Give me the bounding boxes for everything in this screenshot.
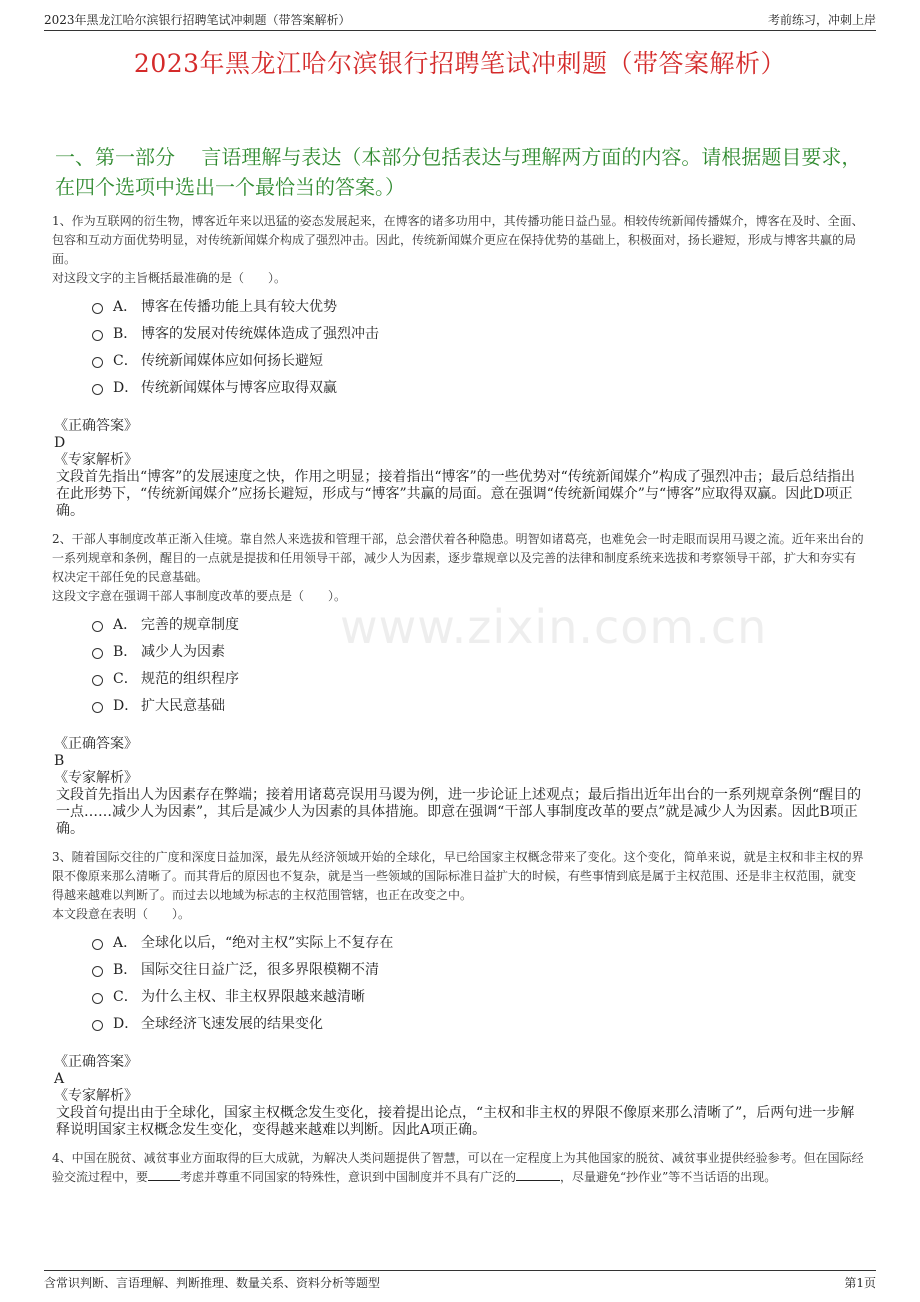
option-letter: B． [113, 643, 138, 660]
question-prompt: 本文段意在表明（ ）。 [52, 907, 191, 921]
option-list [92, 292, 864, 400]
answer-block [52, 1054, 864, 1139]
option-text: 全球经济飞速发展的结果变化 [141, 1015, 323, 1032]
question-4 [52, 1149, 864, 1187]
option-c[interactable] [92, 664, 864, 691]
option-letter: A． [113, 934, 138, 951]
header-slogan: 考前练习，冲刺上岸 [767, 13, 876, 27]
option-a[interactable] [92, 928, 864, 955]
blank-1 [148, 1168, 180, 1181]
option-letter: B． [113, 325, 138, 342]
option-letter: C． [113, 352, 138, 369]
question-3 [52, 848, 864, 1139]
radio-icon[interactable] [92, 939, 103, 950]
radio-icon[interactable] [92, 303, 103, 314]
analysis-label: 《专家解析》 [54, 452, 138, 468]
stem-part-1: 4、中国在脱贫、减贫事业方面取得的巨大成就，为解决人类问题提供了智慧，可以在一定程度上为其他国家的脱贫、减贫事业提供经验参考。但在国际经验交流过程中，要 [52, 1151, 864, 1184]
radio-icon[interactable] [92, 702, 103, 713]
answer-label: 《正确答案》 [54, 736, 138, 752]
option-text: 传统新闻媒体应如何扬长避短 [141, 352, 323, 369]
option-text: 传统新闻媒体与博客应取得双赢 [141, 379, 337, 396]
option-letter: D． [113, 379, 139, 396]
option-a[interactable] [92, 292, 864, 319]
document-title: 2023年黑龙江哈尔滨银行招聘笔试冲刺题（带答案解析） [133, 49, 787, 78]
stem-part-2: 考虑并尊重不同国家的特殊性，意识到中国制度并不具有广泛的 [180, 1170, 517, 1184]
question-prompt: 这段文字意在强调干部人事制度改革的要点是（ ）。 [52, 589, 347, 603]
option-text: 国际交往日益广泛，很多界限模糊不清 [141, 961, 379, 978]
blank-2 [516, 1168, 560, 1181]
option-letter: B． [113, 961, 138, 978]
option-text: 为什么主权、非主权界限越来越清晰 [141, 988, 365, 1005]
footer-note: 含常识判断、言语理解、判断推理、数量关系、资料分析等题型 [44, 1276, 381, 1290]
option-c[interactable] [92, 982, 864, 1009]
radio-icon[interactable] [92, 621, 103, 632]
answer-value: A [54, 1071, 65, 1087]
analysis-text: 文段首句提出由于全球化，国家主权概念发生变化，接着提出论点，“主权和非主权的界限不像原来那么清晰了”，后两句进一步解释说明国家主权概念发生变化，变得越来越难以判断。因此A项正确。 [56, 1105, 855, 1138]
page-footer [44, 1270, 876, 1294]
question-stem: 3、随着国际交往的广度和深度日益加深，最先从经济领域开始的全球化，早已给国家主权概念带来了变化。这个变化，简单来说，就是主权和非主权的界限不像原来那么清晰了。而其背后的原因也不复杂，就是当一些领域的国际标准日益扩大的时候，有些事情到底是属于主权范围、还是非主权范围，就变得越来越难以判断了。而过去以地域为标志的主权范围管辖，也正在改变之中。 [52, 850, 864, 902]
option-b[interactable] [92, 319, 864, 346]
radio-icon[interactable] [92, 357, 103, 368]
option-d[interactable] [92, 373, 864, 400]
answer-label: 《正确答案》 [54, 1054, 138, 1070]
answer-block [52, 418, 864, 520]
option-text: 博客的发展对传统媒体造成了强烈冲击 [141, 325, 379, 342]
question-1 [52, 212, 864, 520]
answer-value: B [54, 753, 65, 769]
stem-part-3: ，尽量避免“抄作业”等不当话语的出现。 [560, 1170, 777, 1184]
radio-icon[interactable] [92, 675, 103, 686]
analysis-text: 文段首先指出人为因素存在弊端；接着用诸葛亮误用马谡为例，进一步论证上述观点；最后指出近年出台的一系列规章条例“醒目的一点……减少人为因素”，其后是减少人为因素的具体措施。即意在强调“干部人事制度改革的要点”就是减少人为因素。因此B项正确。 [56, 787, 862, 837]
option-letter: A． [113, 616, 138, 633]
section-heading: 一、第一部分 言语理解与表达（本部分包括表达与理解两方面的内容。请根据题目要求，在四个选项中选出一个最恰当的答案。） [55, 145, 862, 199]
option-letter: A． [113, 298, 138, 315]
answer-value: D [54, 435, 66, 451]
radio-icon[interactable] [92, 1020, 103, 1031]
page-header [44, 8, 876, 31]
question-2 [52, 530, 864, 838]
option-d[interactable] [92, 691, 864, 718]
question-stem [52, 1149, 864, 1187]
option-letter: C． [113, 670, 138, 687]
option-text: 规范的组织程序 [141, 670, 239, 687]
option-c[interactable] [92, 346, 864, 373]
analysis-label: 《专家解析》 [54, 1088, 138, 1104]
option-text: 全球化以后，“绝对主权”实际上不复存在 [141, 934, 394, 951]
header-doc-title: 2023年黑龙江哈尔滨银行招聘笔试冲刺题（带答案解析） [44, 13, 351, 27]
page-number: 第1页 [844, 1276, 876, 1290]
answer-label: 《正确答案》 [54, 418, 138, 434]
option-text: 完善的规章制度 [141, 616, 239, 633]
radio-icon[interactable] [92, 330, 103, 341]
watermark: www.zixin.com.cn [340, 600, 768, 654]
option-list [92, 928, 864, 1036]
option-text: 减少人为因素 [141, 643, 225, 660]
option-text: 扩大民意基础 [141, 697, 225, 714]
radio-icon[interactable] [92, 648, 103, 659]
answer-block [52, 736, 864, 838]
question-stem: 1、作为互联网的衍生物，博客近年来以迅猛的姿态发展起来，在博客的诸多功用中，其传播功能日益凸显。相较传统新闻传播媒介，博客在及时、全面、包容和互动方面优势明显，对传统新闻媒介构成了强烈冲击。因此，传统新闻媒介更应在保持优势的基础上，积极面对，扬长避短，形成与博客共赢的局面。 [52, 214, 864, 266]
option-letter: C． [113, 988, 138, 1005]
analysis-text: 文段首先指出“博客”的发展速度之快，作用之明显；接着指出“博客”的一些优势对“传统新闻媒介”构成了强烈冲击；最后总结指出在此形势下，“传统新闻媒介”应扬长避短，形成与“博客”共赢的局面。意在强调“传统新闻媒介”与“博客”应取得双赢。因此D项正确。 [56, 469, 855, 519]
analysis-label: 《专家解析》 [54, 770, 138, 786]
question-list [52, 212, 864, 1197]
option-text: 博客在传播功能上具有较大优势 [141, 298, 337, 315]
question-stem: 2、干部人事制度改革正渐入佳境。靠自然人来选拔和管理干部，总会潜伏着各种隐患。明智如诸葛亮，也难免会一时走眼而误用马谡之流。近年来出台的一系列规章和条例，醒目的一点就是提拔和任用领导干部，减少人为因素，逐步靠规章以及完善的法律和制度系统来选拔和考察领导干部，扩大和夯实有权决定干部任免的民意基础。 [52, 532, 864, 584]
option-b[interactable] [92, 955, 864, 982]
option-letter: D． [113, 697, 139, 714]
radio-icon[interactable] [92, 966, 103, 977]
radio-icon[interactable] [92, 384, 103, 395]
question-prompt: 对这段文字的主旨概括最准确的是（ ）。 [52, 271, 287, 285]
option-list [92, 610, 864, 718]
radio-icon[interactable] [92, 993, 103, 1004]
option-b[interactable] [92, 637, 864, 664]
option-letter: D． [113, 1015, 139, 1032]
option-d[interactable] [92, 1009, 864, 1036]
option-a[interactable] [92, 610, 864, 637]
